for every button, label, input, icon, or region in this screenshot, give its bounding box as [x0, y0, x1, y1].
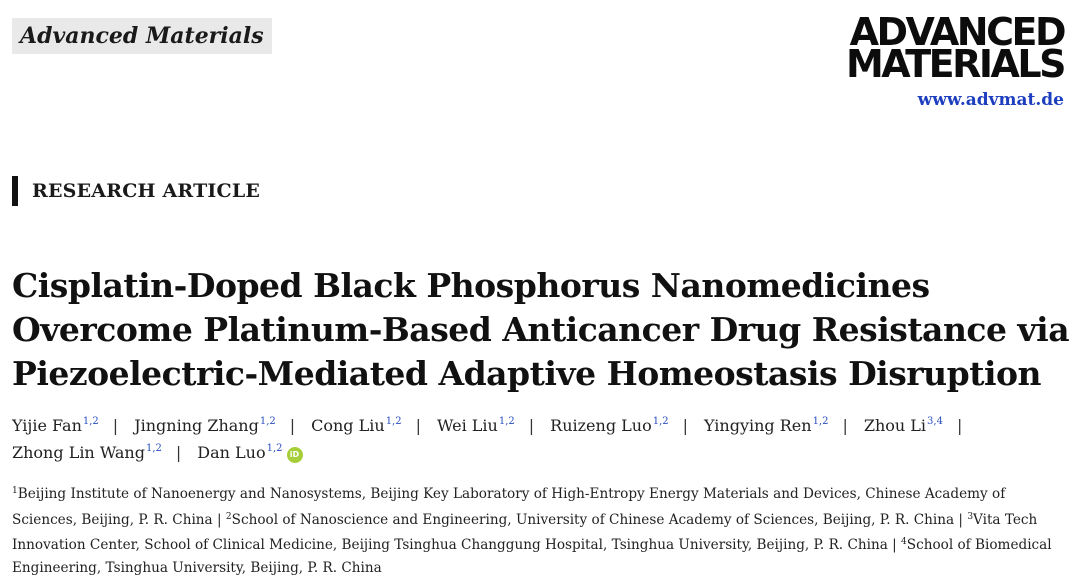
title-line-2: Overcome Platinum-Based Anticancer Drug Resistance via [12, 310, 1070, 349]
author[interactable]: Jingning Zhang$^{1,2}$ [134, 416, 276, 435]
affiliation-1-text: Beijing Institute of Nanoenergy and Nanosystems, Beijing Key Laboratory of High-Entropy Energy Materials and Devices, Chinese Academy of Sciences, Beijing, P. R. China [12, 486, 1006, 528]
author[interactable]: Ruizeng Luo$^{1,2}$ [550, 416, 669, 435]
author-separator: | [175, 443, 182, 462]
affiliation-number: 3 [967, 511, 974, 522]
title-line-1: Cisplatin-Doped Black Phosphorus Nanomedicines [12, 266, 930, 305]
author-separator: | [112, 416, 119, 435]
affiliation-3-text: Vita Tech Innovation Center, School of Clinical Medicine, Beijing Tsinghua Changgung Hospital, Tsinghua University, Beijing, P. R. China [12, 511, 1038, 553]
journal-tag [12, 18, 272, 54]
affiliation-text [12, 480, 1072, 579]
author-row-2 [12, 437, 1067, 464]
article-type-bar [12, 176, 18, 206]
affiliation-number: 4 [901, 537, 907, 547]
affiliation-separator: | [887, 537, 902, 553]
author-separator: | [956, 416, 963, 435]
author-separator: | [682, 416, 688, 435]
article-type-label [12, 176, 260, 206]
article-title [12, 264, 1070, 396]
orcid-icon[interactable]: iD [287, 447, 303, 463]
affiliation-separator: | [954, 511, 968, 528]
author[interactable]: Zhong Lin Wang$^{1,2}$ [12, 443, 162, 462]
affiliation-2-text: School of Nanoscience and Engineering, University of Chinese Academy of Sciences, Beijing, P. R. China [231, 511, 955, 528]
author[interactable]: Yingying Ren$^{1,2}$ [704, 416, 829, 435]
author-separator: | [289, 416, 296, 435]
author-row-1 [12, 410, 1067, 437]
author-separator: | [842, 416, 848, 435]
journal-name: Advanced Materials [20, 23, 264, 49]
affiliation-number: 1 [12, 486, 18, 496]
affiliation-separator: | [212, 511, 226, 528]
author-separator: | [528, 416, 535, 435]
author[interactable]: Zhou Li$^{3,4}$ [863, 416, 943, 435]
author[interactable]: Yijie Fan$^{1,2}$ [12, 416, 99, 435]
journal-logo [845, 10, 1064, 86]
author[interactable]: Wei Liu$^{1,2}$ [436, 416, 515, 435]
journal-url-link[interactable]: www.advmat.de [917, 90, 1064, 110]
title-line-3: Piezoelectric-Mediated Adaptive Homeostasis Disruption [12, 354, 1042, 393]
author[interactable]: Cong Liu$^{1,2}$ [311, 416, 402, 435]
affiliations [12, 480, 1072, 579]
logo-line-2: MATERIALS [845, 42, 1064, 86]
article-type-text: RESEARCH ARTICLE [32, 180, 261, 202]
affiliation-4-text: School of Biomedical Engineering, Tsinghua University, Beijing, P. R. China [12, 537, 1052, 576]
affiliation-number: 2 [225, 511, 232, 522]
logo-line-1: ADVANCED [849, 10, 1064, 54]
author-separator: | [415, 416, 421, 435]
author[interactable]: Dan Luo$^{1,2}$ [197, 443, 283, 462]
author-list [12, 410, 1067, 464]
